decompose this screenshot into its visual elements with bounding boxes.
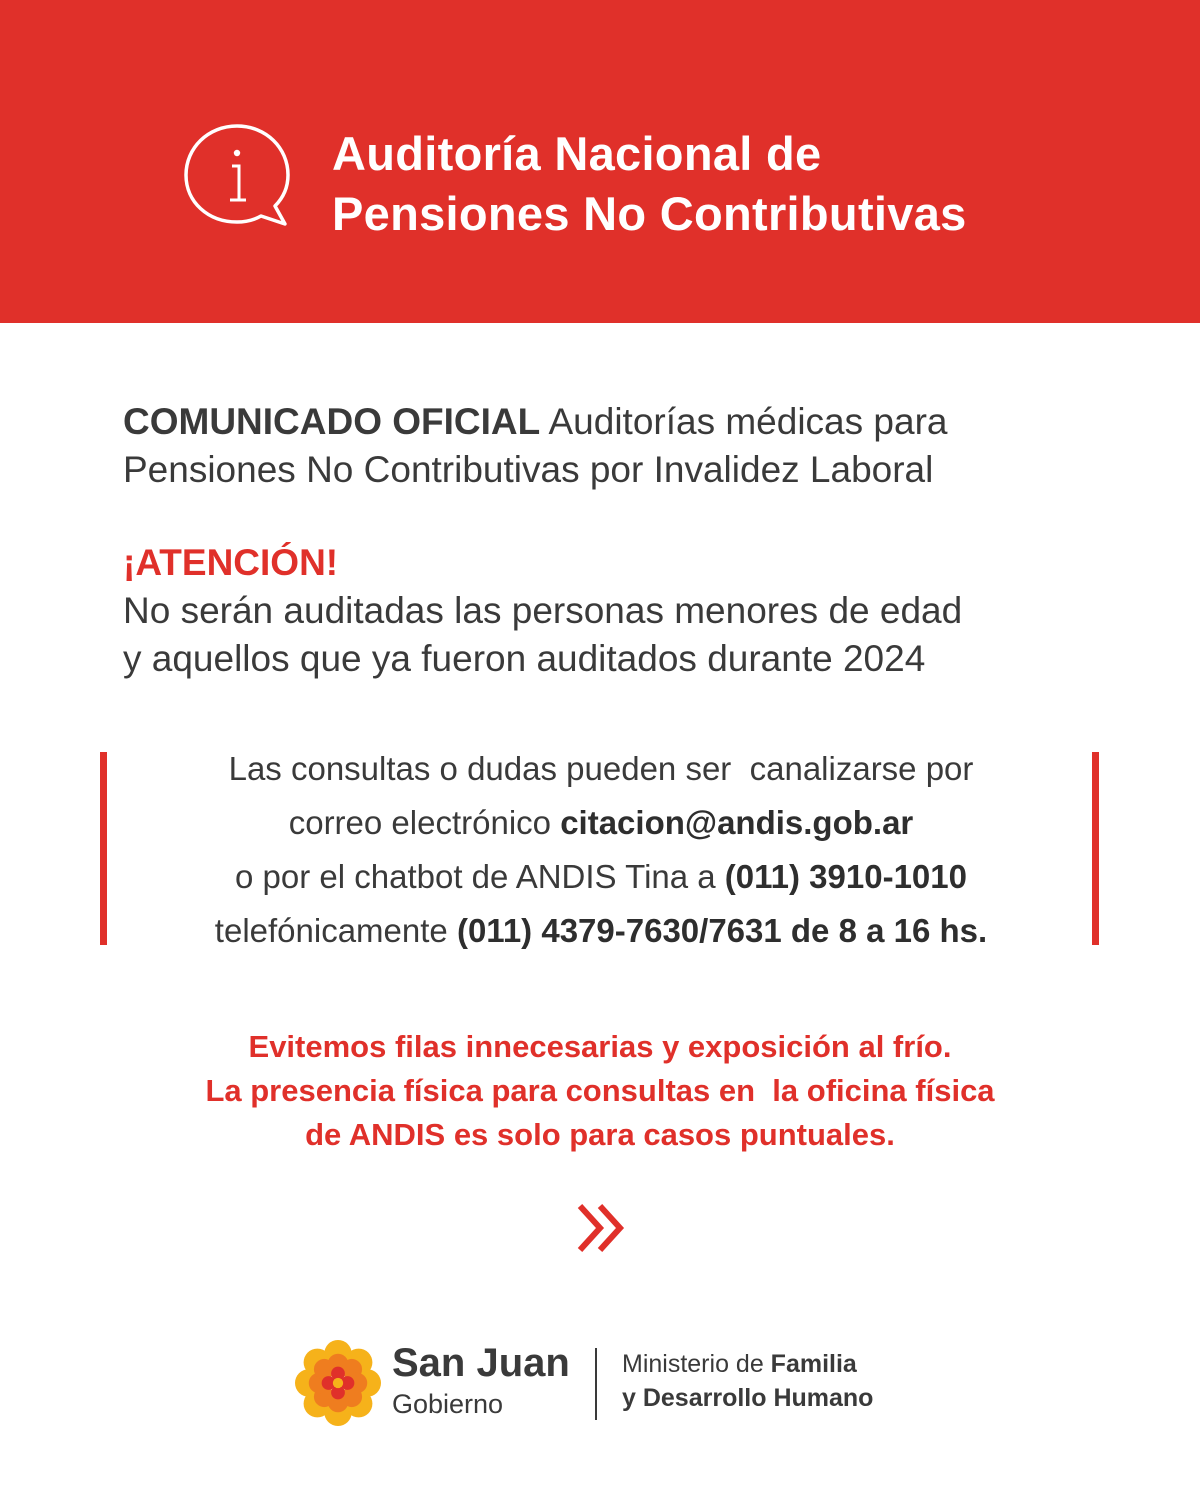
warning-line-1: Evitemos filas innecesarias y exposición al frío. [248,1029,952,1064]
notice-label: COMUNICADO OFICIAL [123,401,541,442]
header-banner [0,0,1200,323]
page-title [332,124,967,244]
warning-notice [100,1025,1100,1157]
ministry-line-2: y Desarrollo Humano [622,1384,874,1412]
contact-right-bar [1092,752,1099,945]
ministry-bold: Familia [770,1350,857,1378]
contact-left-bar [100,752,107,945]
attention-line-2: y aquellos que ya fueron auditados durante 2024 [123,638,926,679]
attention-body [123,587,1123,683]
chatbot-phone[interactable]: (011) 3910-1010 [724,858,967,895]
brand-name: San Juan [392,1341,570,1385]
brand-subtitle: Gobierno [392,1389,504,1419]
ministry-name [622,1347,873,1415]
notice-line-2: Pensiones No Contributivas por Invalidez Laboral [123,449,934,490]
warning-line-3: de ANDIS es solo para casos puntuales. [305,1117,895,1152]
attention-heading: ¡ATENCIÓN! [123,542,339,583]
contact-line-2: correo electrónico [288,804,561,841]
san-juan-flower-logo [295,1340,381,1426]
ministry-prefix: Ministerio de [622,1350,771,1378]
contact-line-4: telefónicamente [214,912,457,949]
phone-hours[interactable]: (011) 4379-7630/7631 de 8 a 16 hs. [456,912,988,949]
warning-line-2: La presencia física para consultas en la oficina física [205,1073,995,1108]
attention-line-1: No serán auditadas las personas menores de edad [123,590,963,631]
contact-info [110,742,1092,958]
title-line-2: Pensiones No Contributivas [332,187,967,240]
title-line-1: Auditoría Nacional de [332,127,822,180]
contact-email[interactable]: citacion@andis.gob.ar [560,804,914,841]
official-notice [123,398,1123,494]
double-chevron-right-icon [574,1200,630,1256]
footer-divider [595,1348,597,1420]
info-speech-bubble-icon [180,120,295,235]
notice-line-1: Auditorías médicas para [540,401,948,442]
contact-line-1: Las consultas o dudas pueden ser canalizarse por [228,750,974,787]
contact-line-3: o por el chatbot de ANDIS Tina a [235,858,725,895]
